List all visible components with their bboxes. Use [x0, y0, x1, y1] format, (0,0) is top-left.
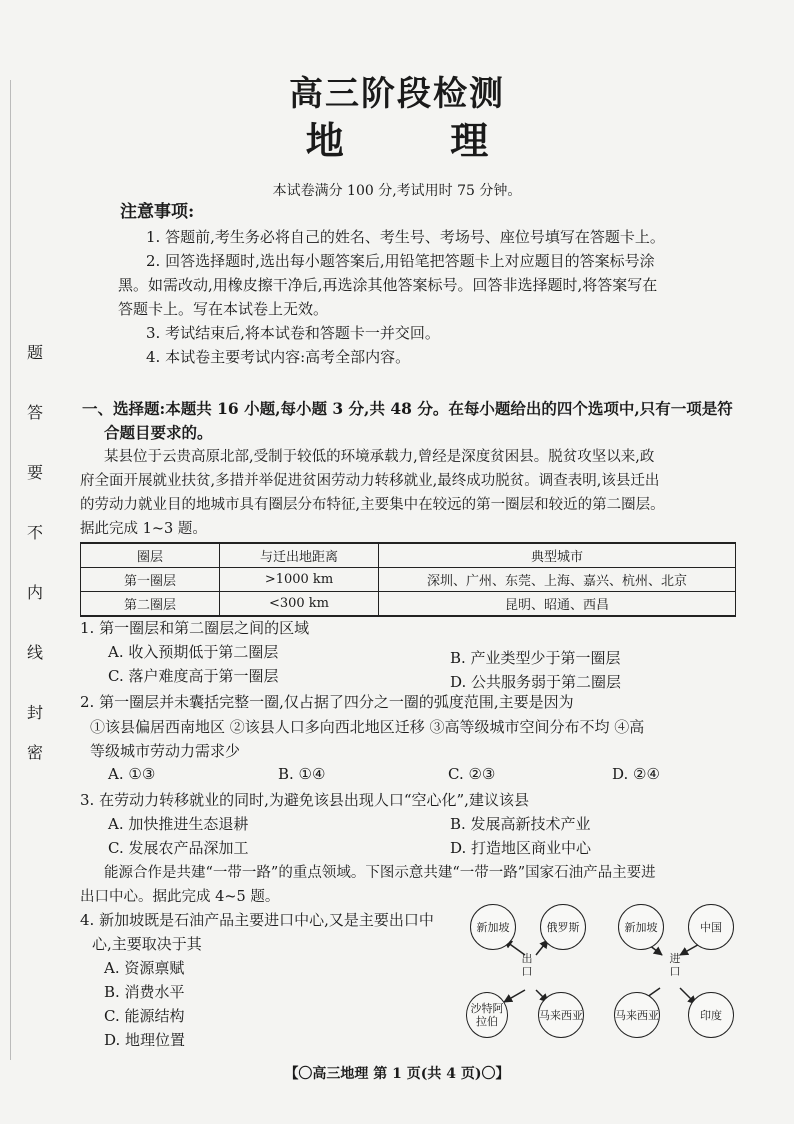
table-header: 与迁出地距离 — [220, 543, 379, 568]
option-d: D. 公共服务弱于第二圈层 — [450, 673, 622, 691]
node-india: 印度 — [688, 992, 734, 1038]
export-hub-label: 出口 — [521, 952, 533, 978]
import-hub-label: 进口 — [669, 952, 681, 978]
node-singapore: 新加坡 — [470, 904, 516, 950]
option-a: A. ①③ — [108, 765, 156, 783]
table-header: 圈层 — [81, 543, 220, 568]
node-malaysia: 马来西亚 — [538, 992, 584, 1038]
section-title: 一、选择题:本题共 16 小题,每小题 3 分,共 48 分。在每小题给出的四个选项中,只有一项是符 — [82, 399, 733, 418]
notice-heading: 注意事项: — [120, 202, 195, 222]
question-line: ①该县偏居西南地区 ②该县人口多向西北地区迁移 ③高等级城市空间分布不均 ④高 — [90, 718, 645, 736]
table-cell: 第一圈层 — [81, 568, 220, 592]
binding-char: 内 — [26, 583, 43, 602]
question-stem: 2. 第一圈层并未囊括完整一圈,仅占据了四分之一圈的弧度范围,主要是因为 — [80, 693, 574, 711]
circle-table — [80, 542, 736, 617]
question-stem: 4. 新加坡既是石油产品主要进口中心,又是主要出口中 — [80, 911, 434, 929]
page-footer: 【〇高三地理 第 1 页(共 4 页)〇】 — [284, 1066, 510, 1082]
notice-line: 1. 答题前,考生务必将自己的姓名、考生号、考场号、座位号填写在答题卡上。 — [146, 228, 665, 246]
notice-line: 3. 考试结束后,将本试卷和答题卡一并交回。 — [146, 324, 440, 342]
option-d: D. ②④ — [612, 765, 660, 783]
option-c: C. 能源结构 — [104, 1007, 185, 1025]
node-russia: 俄罗斯 — [540, 904, 586, 950]
question-stem: 1. 第一圈层和第二圈层之间的区域 — [80, 619, 310, 637]
option-a: A. 加快推进生态退耕 — [108, 815, 249, 833]
passage-line: 出口中心。据此完成 4~5 题。 — [80, 889, 280, 905]
node-saudi-arabia: 沙特阿拉伯 — [466, 992, 508, 1038]
option-d: D. 地理位置 — [104, 1031, 186, 1049]
binding-char: 答 — [26, 403, 43, 422]
option-c: C. 发展农产品深加工 — [108, 839, 249, 857]
option-a: A. 收入预期低于第二圈层 — [108, 643, 279, 661]
notice-line: 2. 回答选择题时,选出每小题答案后,用铅笔把答题卡上对应题目的答案标号涂 — [146, 252, 655, 270]
question-stem-cont: 心,主要取决于其 — [92, 935, 202, 953]
table-cell: 昆明、昭通、西昌 — [379, 592, 736, 617]
question-stem: 3. 在劳动力转移就业的同时,为避免该县出现人口“空心化”,建议该县 — [80, 791, 529, 809]
node-singapore: 新加坡 — [618, 904, 664, 950]
option-b: B. 产业类型少于第一圈层 — [450, 649, 621, 667]
binding-line — [10, 80, 11, 1060]
table-cell: >1000 km — [220, 568, 379, 592]
passage-line: 某县位于云贵高原北部,受制于较低的环境承载力,曾经是深度贫困县。脱贫攻坚以来,政 — [104, 449, 655, 465]
table-header: 典型城市 — [379, 543, 736, 568]
notice-line: 4. 本试卷主要考试内容:高考全部内容。 — [146, 348, 411, 366]
binding-char: 要 — [26, 463, 43, 482]
option-c: C. 落户难度高于第一圈层 — [108, 667, 279, 685]
notice-line: 答题卡上。写在本试卷上无效。 — [118, 300, 329, 318]
exam-meta: 本试卷满分 100 分,考试用时 75 分钟。 — [272, 183, 522, 199]
binding-char: 题 — [26, 343, 43, 362]
node-malaysia: 马来西亚 — [614, 992, 660, 1038]
passage-line: 能源合作是共建“一带一路”的重点领域。下图示意共建“一带一路”国家石油产品主要进 — [104, 865, 656, 881]
option-d: D. 打造地区商业中心 — [450, 839, 592, 857]
arrow — [504, 990, 525, 1002]
node-china: 中国 — [688, 904, 734, 950]
option-c: C. ②③ — [448, 765, 496, 783]
binding-char: 密 — [26, 743, 43, 762]
option-a: A. 资源禀赋 — [104, 959, 185, 977]
question-line: 等级城市劳动力需求少 — [90, 742, 241, 760]
table-cell: 深圳、广州、东莞、上海、嘉兴、杭州、北京 — [379, 568, 736, 592]
notice-line: 黑。如需改动,用橡皮擦干净后,再选涂其他答案标号。回答非选择题时,将答案写在 — [118, 276, 658, 294]
table-cell: 第二圈层 — [81, 592, 220, 617]
option-b: B. ①④ — [278, 765, 326, 783]
table-cell: <300 km — [220, 592, 379, 617]
option-b: B. 消费水平 — [104, 983, 185, 1001]
binding-text — [22, 340, 48, 760]
passage-line: 的劳动力就业目的地城市具有圈层分布特征,主要集中在较远的第一圈层和较近的第二圈层。 — [80, 497, 665, 513]
binding-char: 封 — [26, 703, 43, 722]
binding-char: 线 — [26, 643, 43, 662]
table-header-row — [81, 543, 736, 568]
table-row — [81, 592, 736, 617]
binding-char: 不 — [26, 523, 43, 542]
section-title-cont: 合题目要求的。 — [104, 423, 213, 442]
passage-line: 府全面开展就业扶贫,多措并举促进贫困劳动力转移就业,最终成功脱贫。调查表明,该县迁出 — [80, 473, 660, 489]
passage-line: 据此完成 1~3 题。 — [80, 521, 207, 537]
exam-title: 高三阶段检测 — [289, 74, 505, 114]
option-b: B. 发展高新技术产业 — [450, 815, 591, 833]
subject-char: 理 — [450, 118, 489, 163]
table-row — [81, 568, 736, 592]
subject-title — [0, 110, 794, 165]
subject-char: 地 — [305, 118, 344, 163]
